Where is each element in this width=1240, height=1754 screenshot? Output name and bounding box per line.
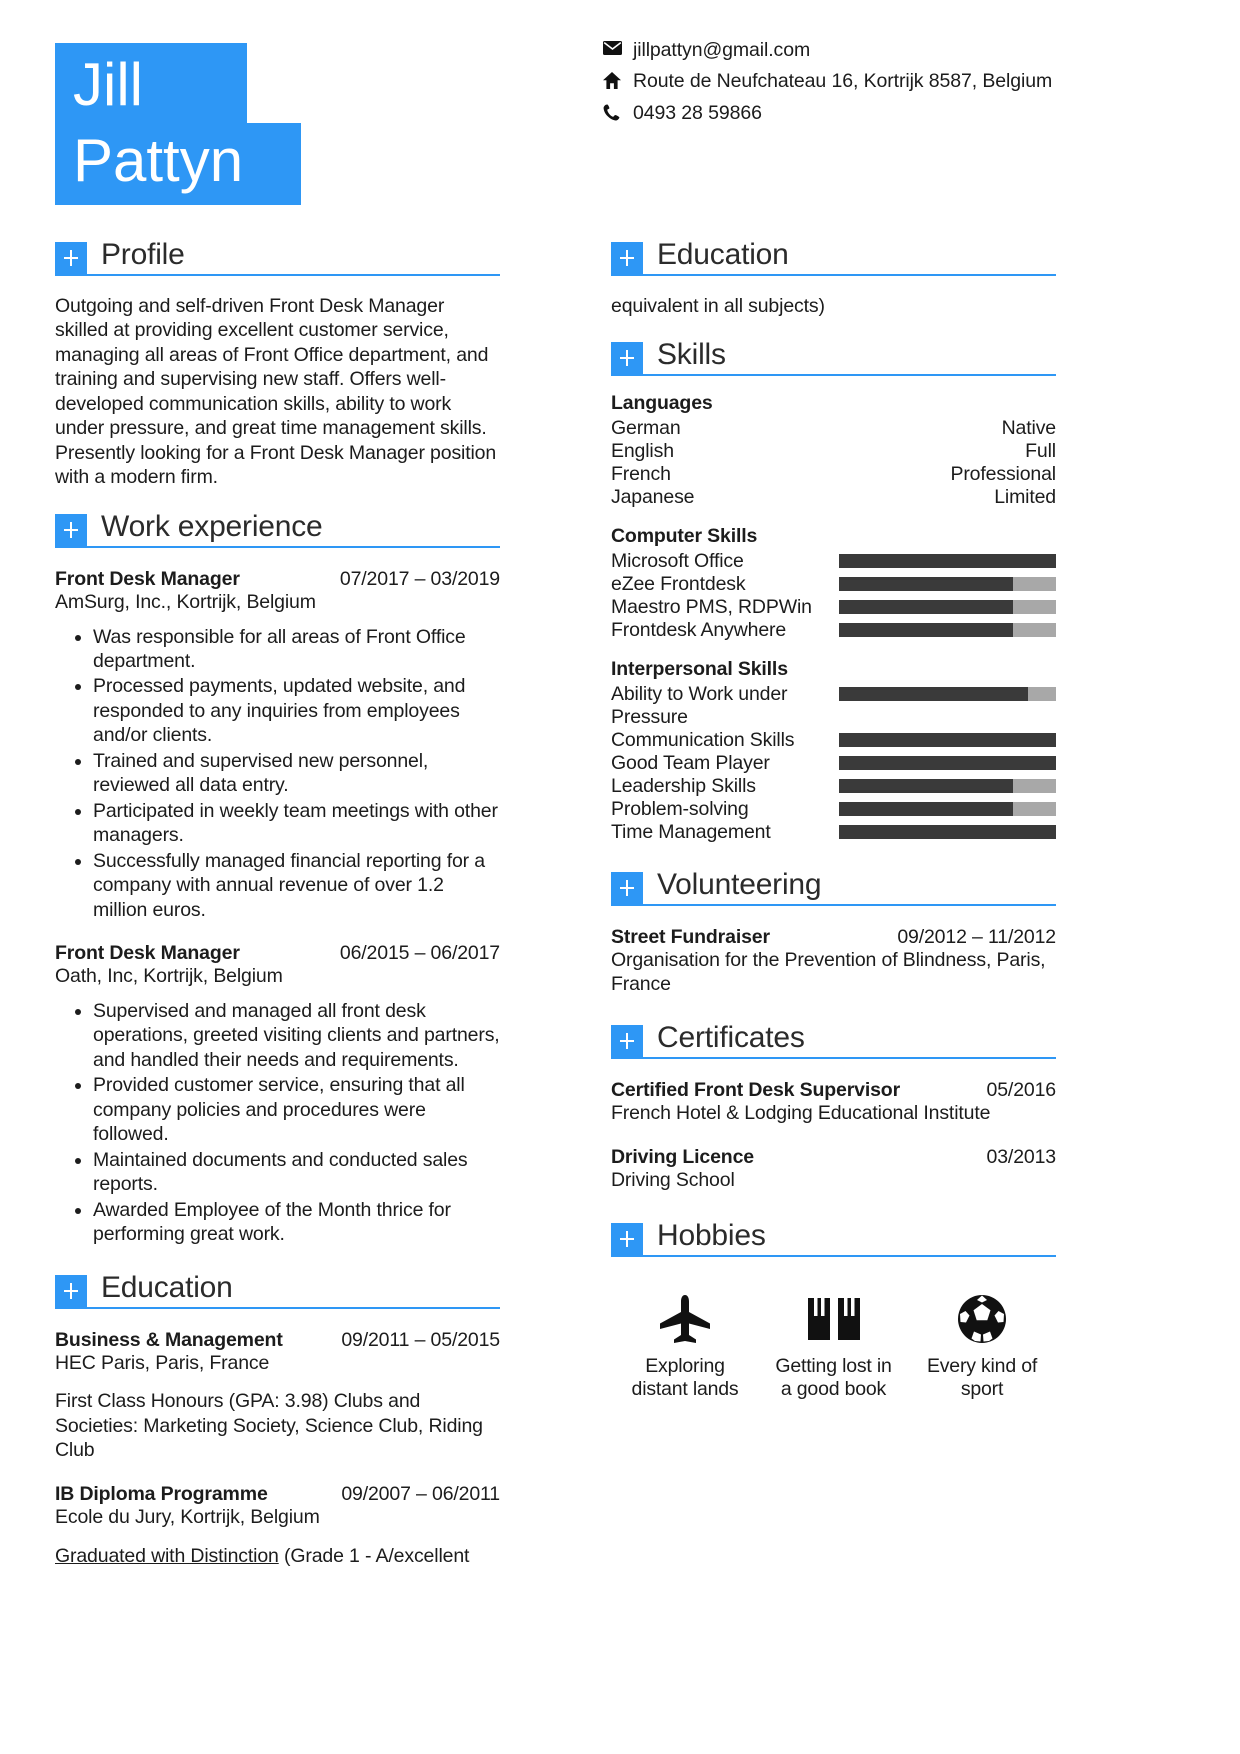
skill-bar-track [839,600,1056,614]
language-row [611,417,1056,440]
section-profile-title: Profile [101,238,185,271]
hobby-caption-line1: Every kind of [926,1354,1038,1377]
plus-icon[interactable] [611,342,643,374]
skill-bar-track [839,733,1056,747]
skill-bar-track [839,623,1056,637]
education-entry-heading [55,1329,500,1352]
certificate-entry-issuer: French Hotel & Lodging Educational Institute [611,1102,991,1125]
skill-name: Leadership Skills [611,775,756,798]
certificate-entry-heading [611,1146,1056,1169]
skill-bar-fill [839,756,1056,770]
education-note-underlined: Graduated with Distinction [55,1544,279,1567]
section-hobbies [611,1218,1056,1257]
section-hobbies-title: Hobbies [657,1218,766,1252]
skill-name: Ability to Work under Pressure [611,683,788,729]
skill-bar-fill [839,600,1013,614]
language-row [611,463,1056,486]
language-level: Full [1025,440,1056,463]
work-entry [55,942,500,1246]
open-book-icon [760,1293,908,1345]
skill-bar-track [839,687,1056,701]
section-skills-title: Skills [657,338,726,372]
skill-name: eZee Frontdesk [611,573,746,596]
section-volunteering-header [611,870,1056,906]
work-entry-date: 06/2015 – 06/2017 [339,942,500,965]
skill-bar-track [839,779,1056,793]
certificate-entry-issuer: Driving School [611,1168,735,1191]
language-name: French [611,463,671,486]
skill-bar-row [611,821,1056,844]
skill-name: Microsoft Office [611,550,744,573]
contact-email-text: jillpattyn@gmail.com [633,39,811,61]
skill-bar-row [611,798,1056,821]
volunteering-entry-date: 09/2012 – 11/2012 [897,926,1056,949]
hobby-item [760,1293,908,1402]
skill-name: Time Management [611,821,771,844]
certificate-entry-heading [611,1079,1056,1102]
section-work-header [55,509,500,548]
skill-name: Communication Skills [611,729,795,752]
contact-phone [603,101,1073,125]
hobby-caption [611,1355,759,1402]
section-volunteering [611,870,1056,906]
skill-bar-track [839,825,1056,839]
section-certificates-title: Certificates [657,1021,805,1055]
section-work-title: Work experience [101,509,323,543]
contact-address [603,69,1073,93]
section-volunteering-title: Volunteering [657,868,822,902]
contact-address-text: Route de Neufchateau 16, Kortrijk 8587, Belgium [633,70,1053,93]
education-continuation-text: equivalent in all subjects) [611,295,825,317]
certificate-entry [611,1079,1056,1126]
list-item: • Provided customer service, ensuring that all company policies and procedures were followed. [93,1073,500,1146]
work-entry-heading [55,568,500,591]
section-certificates [611,1023,1056,1059]
computer-skill-bars [611,550,1056,642]
section-education-left-title: Education [101,1270,233,1304]
first-name: Jill [55,43,247,125]
education-entry [55,1483,500,1568]
work-entry-bullets [55,999,500,1247]
skill-bar-row [611,550,1056,573]
skills-languages-group [611,392,1056,509]
hobby-item [611,1293,759,1402]
list-item: • Trained and supervised new personnel, reviewed all data entry. [93,749,500,798]
hobby-caption-line1: Getting lost in [775,1354,892,1377]
language-name: German [611,417,681,440]
education-entry-title: IB Diploma Programme [55,1482,268,1505]
list-item: • Maintained documents and conducted sales reports. [93,1148,500,1197]
section-education-right-title: Education [657,238,789,271]
section-education-left [55,1270,500,1309]
home-icon [603,69,633,89]
skill-bar-fill [839,779,1013,793]
list-item: • Awarded Employee of the Month thrice for performing great work. [93,1198,500,1247]
hobby-caption-line2: distant lands [631,1377,739,1400]
airplane-icon [611,1293,759,1345]
certificate-entry-title: Certified Front Desk Supervisor [611,1079,901,1102]
hobby-caption [908,1355,1056,1402]
section-skills-header [611,340,1056,376]
volunteering-entry-heading [611,926,1056,949]
hobby-caption-line2: a good book [780,1377,887,1400]
soccer-ball-icon [908,1293,1056,1345]
skills-computer-group [611,525,1056,642]
language-level: Native [1001,417,1056,440]
phone-icon [603,101,633,121]
skill-bar-fill [839,825,1056,839]
list-item: • Processed payments, updated website, and responded to any inquiries from employees and/or clients. [93,674,500,747]
skills-interpersonal-title: Interpersonal Skills [611,658,788,681]
education-note-rest: (Grade 1 - A/excellent [278,1544,470,1567]
contact-list [603,38,1073,132]
section-profile-header [55,240,500,276]
skill-bar-row [611,683,1056,729]
skills-computer-title: Computer Skills [611,525,758,548]
section-work-experience [55,509,500,548]
education-entry-school: Ecole du Jury, Kortrijk, Belgium [55,1505,320,1528]
skill-bar-row [611,596,1056,619]
hobbies-list [611,1293,1056,1402]
language-level: Limited [994,486,1056,509]
interpersonal-skill-bars [611,683,1056,844]
section-skills [611,340,1056,376]
skill-name: Problem-solving [611,798,749,821]
certificate-entry-date: 03/2013 [986,1145,1056,1168]
skill-bar-track [839,756,1056,770]
left-column [55,240,500,1568]
plus-icon[interactable] [611,242,643,274]
section-education-right [611,240,1056,276]
contact-phone-text: 0493 28 59866 [633,101,762,124]
skill-bar-row [611,775,1056,798]
language-row [611,440,1056,463]
language-level: Professional [950,463,1056,486]
skill-bar-fill [839,802,1013,816]
work-entry-date: 07/2017 – 03/2019 [339,567,500,590]
plus-icon[interactable] [611,1025,643,1057]
volunteering-entry-title: Street Fundraiser [611,926,770,949]
section-education-right-header [611,240,1056,276]
education-entry-title: Business & Management [55,1328,283,1351]
work-entry-heading [55,942,500,965]
work-entry-employer: Oath, Inc, Kortrijk, Belgium [55,965,283,988]
work-entry [55,568,500,922]
education-entry-date: 09/2007 – 06/2011 [341,1482,500,1505]
envelope-icon [603,38,633,55]
plus-icon[interactable] [611,872,643,904]
last-name: Pattyn [55,123,301,205]
list-item: • Successfully managed financial reporting for a company with annual revenue of over 1.2 million euros. [93,849,500,922]
skill-bar-fill [839,577,1013,591]
list-item: • Was responsible for all areas of Front Office department. [93,625,500,674]
work-entry-employer: AmSurg, Inc., Kortrijk, Belgium [55,590,316,613]
profile-text: Outgoing and self-driven Front Desk Manager skilled at providing excellent customer service, managing all areas of Front Office department, and training and supervising new staff. Offers well-developed communication skills, ability to work under pressure, and great time management skills. Presently looking for a Front Desk Manager position with a modern firm. [55,295,497,489]
skill-bar-fill [839,554,1056,568]
skill-name: Frontdesk Anywhere [611,619,787,642]
list-item: • Supervised and managed all front desk operations, greeted visiting clients and partners, and handled their needs and requirements. [93,999,500,1072]
resume-header [0,0,1240,228]
hobby-item [908,1293,1056,1402]
language-row [611,486,1056,509]
education-entry-note [55,1544,500,1568]
plus-icon[interactable] [55,242,87,274]
skills-interpersonal-group [611,658,1056,844]
plus-icon[interactable] [611,1223,643,1255]
skill-bar-row [611,729,1056,752]
skill-bar-row [611,573,1056,596]
language-name: English [611,440,674,463]
skill-bar-row [611,619,1056,642]
education-entry [55,1329,500,1463]
hobby-caption-line2: sport [960,1377,1004,1400]
hobby-caption [760,1355,908,1402]
hobby-caption-line1: Exploring [645,1354,725,1377]
section-profile [55,240,500,276]
volunteering-entry [611,926,1056,997]
certificate-entry [611,1146,1056,1193]
skill-bar-fill [839,733,1056,747]
work-entry-title: Front Desk Manager [55,567,240,590]
section-hobbies-header [611,1218,1056,1257]
education-entry-date: 09/2011 – 05/2015 [341,1328,500,1351]
education-entry-note: First Class Honours (GPA: 3.98) Clubs and Societies: Marketing Society, Science Club, Riding Club [55,1390,483,1462]
certificate-entry-title: Driving Licence [611,1145,754,1168]
education-entry-heading [55,1483,500,1506]
plus-icon[interactable] [55,1275,87,1307]
contact-email [603,38,1073,62]
skill-bar-fill [839,623,1013,637]
skill-bar-track [839,554,1056,568]
plus-icon[interactable] [55,514,87,546]
section-education-left-header [55,1270,500,1309]
skills-languages-title: Languages [611,392,713,415]
volunteering-entry-org: Organisation for the Prevention of Blindness, Paris, France [611,949,1046,996]
work-entry-title: Front Desk Manager [55,942,240,965]
list-item: • Participated in weekly team meetings with other managers. [93,799,500,848]
name-block [55,43,301,205]
certificate-entry-date: 05/2016 [986,1079,1056,1102]
skill-bar-row [611,752,1056,775]
skill-bar-fill [839,687,1028,701]
skill-name: Maestro PMS, RDPWin [611,596,812,619]
language-name: Japanese [611,486,695,509]
skill-name: Good Team Player [611,752,770,775]
work-entry-bullets [55,625,500,923]
section-certificates-header [611,1023,1056,1059]
education-entry-school: HEC Paris, Paris, France [55,1351,270,1374]
right-column [611,240,1056,1401]
skill-bar-track [839,577,1056,591]
skill-bar-track [839,802,1056,816]
